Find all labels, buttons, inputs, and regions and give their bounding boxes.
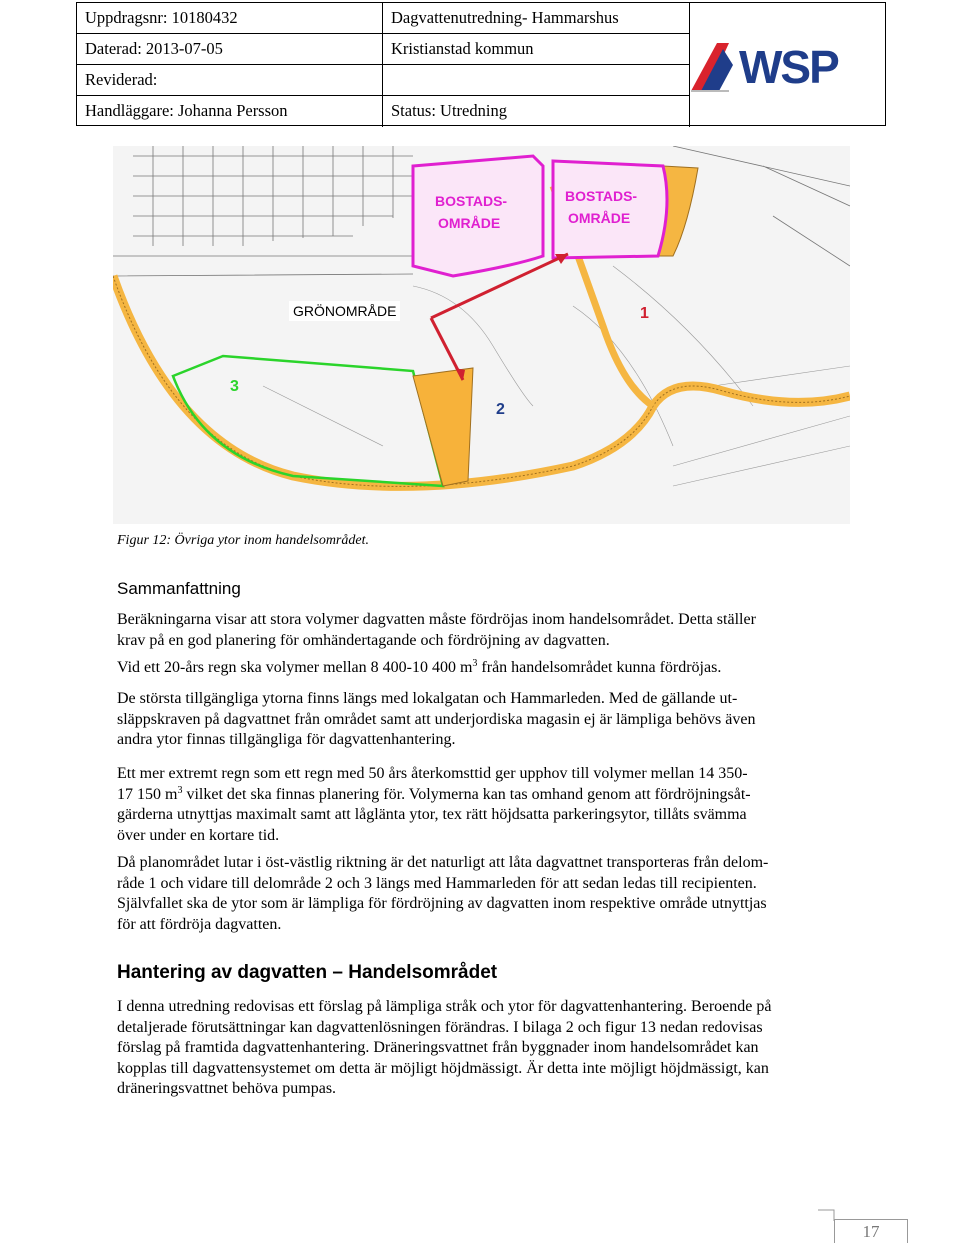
figure-caption: Figur 12: Övriga ytor inom handelsområdet. [117,533,369,548]
text-line: kopplas till dagvattensystemet om detta är möjligt höjdmässigt. Är detta inte möjligt höjdmässigt, kan [117,1059,769,1077]
area-1-label: 1 [640,305,649,322]
area-3-label: 3 [230,378,239,395]
text-line: för att fördröja dagvatten. [117,915,282,933]
text-line: gärderna utnyttjas maximalt samt att låglänta ytor, tex rätt höjdsatta parkeringsytor, tillåts svämma [117,806,747,823]
residential-label-1: BOSTADS- [435,193,508,209]
text-line: krav på en god planering för omhändertagande och fördröjning av dagvatten. [117,631,610,649]
text-line: släppskraven på dagvattnet från området samt att underjordiska magasin ej är lämpliga behövs även [117,710,756,728]
residential-label-2: BOSTADS- [565,188,638,204]
document-header [76,2,886,126]
wsp-logo [689,35,859,95]
handling-heading: Hantering av dagvatten – Handelsområdet [117,962,498,983]
summary-paragraph-4 [117,764,847,846]
summary-paragraph-1 [117,610,847,651]
site-map-figure [113,146,850,524]
revised: Reviderad: [85,70,158,89]
text-line: Då planområdet lutar i öst-västlig riktning är det naturligt att låta dagvattnet transporteras från delom- [117,854,769,871]
dated: Daterad: 2013-07-05 [85,39,223,58]
text-line: Ett mer extremt regn som ett regn med 50 års återkomsttid ger upphov till volymer mellan 14 350- [117,765,748,782]
project-number: Uppdragsnr: 10180432 [85,8,238,27]
page-number: 17 [834,1219,908,1243]
svg-text:WSP: WSP [739,41,838,93]
municipality: Kristianstad kommun [391,39,534,58]
text-line: I denna utredning redovisas ett förslag på lämpliga stråk och ytor för dagvattenhantering. Beroende på [117,998,772,1015]
green-area-label: GRÖNOMRÅDE [289,301,400,321]
residential-label-1b: OMRÅDE [438,215,501,231]
text-line: 17 150 $m^3$ vilket det ska finnas planering för. Volymerna kan tas omhand genom att fördröjningsåt- [117,784,751,803]
summary-heading: Sammanfattning [117,579,241,598]
status: Status: Utredning [391,101,507,120]
text-line: råde 1 och vidare till delområde 2 och 3 längs med Hammarleden för att sedan ledas till recipienten. [117,874,757,892]
residential-label-2b: OMRÅDE [568,210,631,226]
text-line: över under en kortare tid. [117,826,280,844]
summary-paragraph-5 [117,853,847,935]
document-title: Dagvattenutredning- Hammarshus [391,8,619,27]
text-line: andra ytor finnas tillgängliga för dagvattenhantering. [117,731,456,748]
text-line: förslag på framtida dagvattenhantering. Dräneringsvattnet från byggnader inom handelsområdet kan [117,1039,759,1056]
text-line: Vid ett 20-års regn ska volymer mellan 8 400-10 400 $m^3$ från handelsområdet kunna fördröjas. [117,658,722,676]
text-line: Självfallet ska de ytor som är lämpliga för fördröjning av dagvatten inom respektive område utnyttjas [117,895,767,912]
text-line: De största tillgängliga ytorna finns längs med lokalgatan och Hammarleden. Med de gällande ut- [117,690,738,707]
summary-paragraph-2 [117,658,847,679]
handler: Handläggare: Johanna Persson [85,101,288,120]
text-line: dräneringsvattnet behöva pumpas. [117,1080,337,1097]
summary-paragraph-3 [117,689,847,751]
area-2-label: 2 [496,401,505,418]
handling-paragraph [117,997,847,1100]
site-map [113,146,850,524]
text-line: detaljerade förutsättningar kan dagvattenlösningen förändras. I bilaga 2 och figur 13 nedan redovisas [117,1018,763,1036]
text-line: Beräkningarna visar att stora volymer dagvatten måste fördröjas inom handelsområdet. Detta ställer [117,611,756,628]
